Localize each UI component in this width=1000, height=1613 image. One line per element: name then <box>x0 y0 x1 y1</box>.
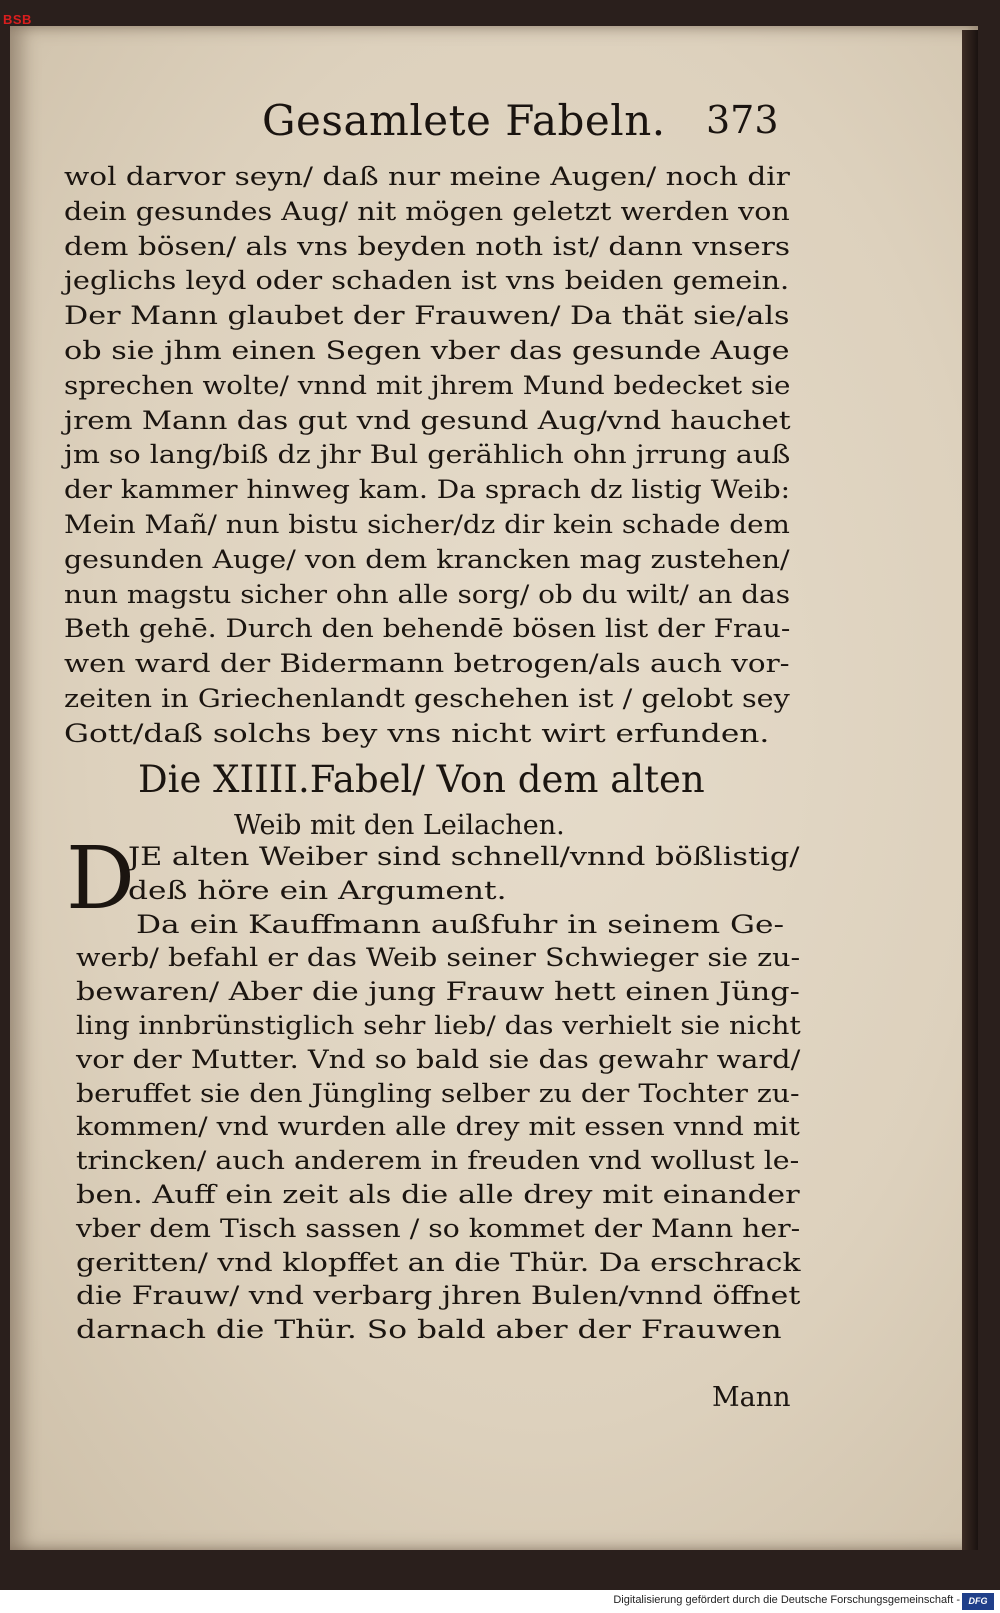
text-line: deß höre ein Argument. <box>128 875 507 905</box>
chapter-subheading: Weib mit den Leilachen. <box>234 810 565 841</box>
text-line: Mein Mañ/ nun bistu sicher/dz dir kein schade dem <box>64 510 790 539</box>
text-line: wen ward der Bidermann betrogen/als auch vor- <box>64 649 790 679</box>
text-line: Beth gehē. Durch den behendē bösen list der Frau- <box>64 614 791 644</box>
page-edge <box>962 30 978 1550</box>
text-line: dein gesundes Aug/ nit mögen geletzt werden von <box>64 196 790 226</box>
text-line: ling innbrünstiglich sehr lieb/ das verhielt sie nicht <box>76 1011 801 1040</box>
text-line: kommen/ vnd wurden alle drey mit essen vnnd mit <box>76 1112 800 1142</box>
text-line: dem bösen/ als vns beyden noth ist/ dann vnsers <box>64 231 791 261</box>
text-line: JE alten Weiber sind schnell/vnnd bößlistig/ <box>128 842 800 871</box>
text-line: vor der Mutter. Vnd so bald sie das gewahr ward/ <box>76 1044 801 1074</box>
text-line: darnach die Thür. So bald aber der Frauwen <box>76 1315 782 1345</box>
page-header <box>0 96 1000 156</box>
text-line: der kammer hinweg kam. Da sprach dz listig Weib: <box>64 475 791 505</box>
library-mark: BSB <box>3 12 32 27</box>
text-line: nun magstu sicher ohn alle sorg/ ob du wilt/ an das <box>64 579 791 609</box>
text-line: Da ein Kauffmann außfuhr in seinem Ge- <box>136 909 785 939</box>
text-line: ob sie jhm einen Segen vber das gesunde Auge <box>64 336 790 365</box>
text-line: jrem Mann das gut vnd gesund Aug/vnd hauchet <box>64 405 791 435</box>
text-line: gesunden Auge/ von dem krancken mag zustehen/ <box>64 544 790 574</box>
catch-word: Mann <box>712 1382 791 1413</box>
chapter-heading: Die XIIII.Fabel/ Von dem alten <box>138 758 705 801</box>
dfg-logo: DFG <box>962 1593 994 1610</box>
text-line: zeiten in Griechenlandt geschehen ist / gelobt sey <box>64 684 790 713</box>
running-head: Gesamlete Fabeln. <box>262 96 666 145</box>
text-line: beruffet sie den Jüngling selber zu der Tochter zu- <box>76 1078 800 1108</box>
footer <box>0 1590 1000 1613</box>
text-line: geritten/ vnd klopffet an die Thür. Da erschrack <box>76 1247 801 1277</box>
text-line: jm so lang/biß dz jhr Bul gerählich ohn jrrung auß <box>64 440 791 470</box>
text-line: Gott/daß solchs bey vns nicht wirt erfunden. <box>64 718 770 748</box>
text-line: die Frauw/ vnd verbarg jhren Bulen/vnnd öffnet <box>76 1281 801 1311</box>
text-line: bewaren/ Aber die jung Frauw hett einen Jüng- <box>76 977 800 1007</box>
page-number: 373 <box>706 98 779 142</box>
text-line: vber dem Tisch sassen / so kommet der Mann her- <box>76 1213 801 1243</box>
footer-credit: Digitalisierung gefördert durch die Deutsche Forschungsgemeinschaft - <box>613 1594 960 1606</box>
text-line: werb/ befahl er das Weib seiner Schwieger sie zu- <box>76 943 801 973</box>
text-line: trincken/ auch anderem in freuden vnd wollust le- <box>76 1146 800 1176</box>
text-line: jeglichs leyd oder schaden ist vns beiden gemein. <box>64 266 790 296</box>
text-line: wol darvor seyn/ daß nur meine Augen/ noch dir <box>64 162 790 191</box>
initial-letter: D <box>66 829 135 929</box>
text-line: ben. Auff ein zeit als die alle drey mit einander <box>76 1180 800 1209</box>
text-line: Der Mann glaubet der Frauwen/ Da thät sie/als <box>64 301 790 331</box>
text-line: sprechen wolte/ vnnd mit jhrem Mund bedecket sie <box>64 370 791 400</box>
